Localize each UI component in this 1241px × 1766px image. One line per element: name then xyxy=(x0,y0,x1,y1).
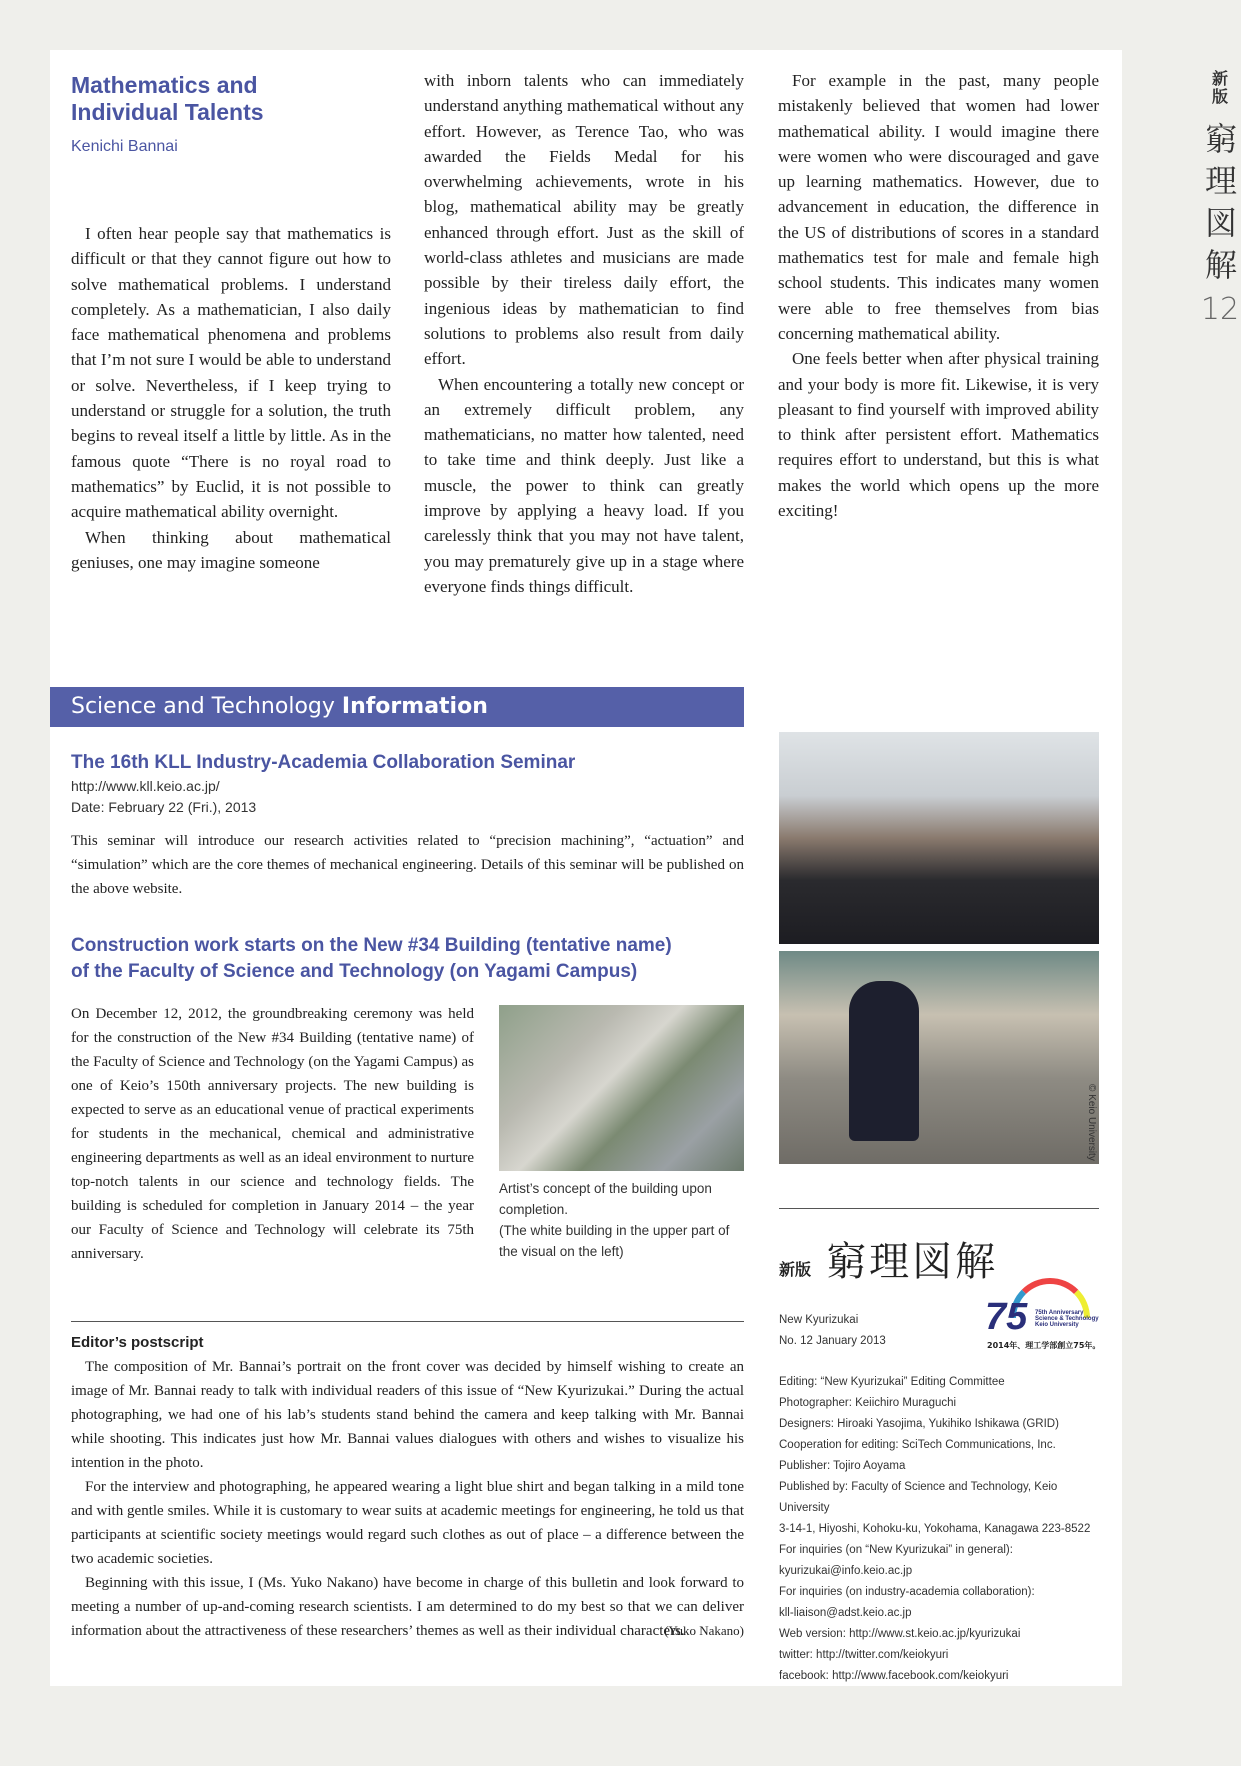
side-edition xyxy=(1205,70,1235,106)
colophon-line: Publisher: Tojiro Aoyama xyxy=(779,1460,906,1472)
title-char: 解 xyxy=(1205,246,1238,284)
issue-number: No. 12 January 2013 xyxy=(779,1335,886,1347)
postscript-paragraph: Beginning with this issue, I (Ms. Yuko Nakano) have become in charge of this bulletin and look forward to meeting a number of up-and-coming research scientists. I am determined to do my best so that we can deliver information about the attractiveness of these researchers’ themes as well as their individual characters. xyxy=(71,1575,744,1639)
editors-postscript xyxy=(71,1331,744,1643)
edition-label: 新版 xyxy=(779,1260,812,1279)
colophon-title: 窮理図解 xyxy=(826,1239,999,1285)
postscript-signature: (Yuko Nakano) xyxy=(664,1623,744,1638)
seminar-body: This seminar will introduce our research activities related to “precision machining”, “actuation” and “simulation” which are the core themes of mechanical engineering. Details of this seminar will be published on the above website. xyxy=(71,833,744,897)
logo-caption: 2014年、理工学部創立75年。 xyxy=(987,1341,1101,1350)
ceremony-photo-audience xyxy=(779,732,1099,944)
colophon-line: For inquiries (on “New Kyurizukai” in general): xyxy=(779,1544,1013,1556)
person-figure xyxy=(849,981,919,1141)
paragraph: When encountering a totally new concept or an extremely difficult problem, any mathematicians, no matter how talented, need to take time and think deeply. Just like a muscle, the power to think can greatly improve by applying a heavy load. If you carelessly think that you may not have talent, you may prematurely give up in a stage where everyone finds things difficult. xyxy=(424,374,744,596)
section-header xyxy=(50,687,744,727)
colophon-line[interactable]: kll-liaison@adst.keio.ac.jp xyxy=(779,1607,912,1619)
logo-number: 75 xyxy=(985,1296,1028,1338)
publication-name: New Kyurizukai xyxy=(779,1314,859,1326)
construction-title-2: of the Faculty of Science and Technology (on Yagami Campus) xyxy=(71,961,638,982)
image-caption xyxy=(499,1178,744,1262)
divider xyxy=(779,1208,1099,1209)
paragraph: For example in the past, many people mistakenly believed that women had lower mathematical ability. I would imagine there were women who were discouraged and gave up learning mathematics. However, due to advancement in education, the difference in the US of distributions of scores in a standard mathematics test for male and female high school students. This indicates many women were able to free themselves from bias concerning mathematical ability. xyxy=(778,71,1099,343)
caption-line: Artist’s concept of the building upon completion. xyxy=(499,1181,712,1217)
colophon-line: Published by: Faculty of Science and Technology, Keio University xyxy=(779,1481,1058,1514)
side-title xyxy=(1205,118,1238,286)
divider xyxy=(71,1321,744,1322)
seminar-date: Date: February 22 (Fri.), 2013 xyxy=(71,799,257,815)
logo-text: 75th Anniversary Science & Technology Keio University xyxy=(1035,1310,1099,1328)
ceremony-photo-groundbreaking xyxy=(779,951,1099,1164)
postscript-heading: Editor’s postscript xyxy=(71,1334,204,1351)
colophon-line[interactable]: twitter: http://twitter.com/keiokyuri xyxy=(779,1649,949,1661)
issue-info xyxy=(779,1310,886,1352)
colophon-logo xyxy=(779,1230,998,1287)
colophon-line: 3-14-1, Hiyoshi, Kohoku-ku, Yokohama, Kanagawa 223-8522 xyxy=(779,1523,1091,1535)
section-title-bold: Information xyxy=(341,694,488,719)
colophon-line: Photographer: Keiichiro Muraguchi xyxy=(779,1397,957,1409)
caption-line: (The white building in the upper part of the visual on the left) xyxy=(499,1223,730,1259)
colophon-line: Designers: Hiroaki Yasojima, Yukihiko Ishikawa (GRID) xyxy=(779,1418,1059,1430)
colophon-line: Cooperation for editing: SciTech Communications, Inc. xyxy=(779,1439,1056,1451)
seminar-url[interactable]: http://www.kll.keio.ac.jp/ xyxy=(71,778,220,794)
article-header xyxy=(71,72,391,156)
construction-item xyxy=(71,933,744,985)
construction-body: On December 12, 2012, the groundbreaking ceremony was held for the construction of the New #34 Building (tentative name) of the Faculty of Science and Technology (on the Yagami Campus) as one of Keio’s 150th anniversary projects. The new building is expected to serve as an educational venue of practical experiments for students in the mechanical, chemical and administrative engineering departments as well as an ideal environment to nurture top-notch talents in our science and technology fields. The building is scheduled for completion in January 2014 – the year our Faculty of Science and Technology will celebrate its 75th anniversary. xyxy=(71,1006,474,1262)
aerial-building-image xyxy=(499,1005,744,1171)
anniversary-logo xyxy=(985,1278,1100,1350)
page xyxy=(50,50,1122,1686)
seminar-title: The 16th KLL Industry-Academia Collaboration Seminar xyxy=(71,752,576,773)
colophon-line: For inquiries (on industry-academia collaboration): xyxy=(779,1586,1035,1598)
page-number: 12 xyxy=(1200,292,1240,327)
construction-title: Construction work starts on the New #34 Building (tentative name) xyxy=(71,935,672,956)
paragraph: One feels better when after physical training and your body is more fit. Likewise, it is very pleasant to find yourself with improved ability to think after persistent effort. Mathematics requires effort to understand, but this is what makes the world which opens up the more exciting! xyxy=(778,349,1099,521)
colophon-line[interactable]: Web version: http://www.st.keio.ac.jp/kyurizukai xyxy=(779,1628,1021,1640)
article-column-2 xyxy=(424,68,744,599)
colophon-line[interactable]: kyurizukai@info.keio.ac.jp xyxy=(779,1565,913,1577)
colophon-line[interactable]: facebook: http://www.facebook.com/keiokyuri xyxy=(779,1670,1009,1682)
seminar-item xyxy=(71,750,744,901)
article-author: Kenichi Bannai xyxy=(71,138,178,155)
title-char: 理 xyxy=(1205,162,1238,200)
title-char: 窮 xyxy=(1205,120,1238,158)
title-char: 図 xyxy=(1205,204,1238,242)
article-title: Mathematics and Individual Talents xyxy=(71,72,264,125)
postscript-paragraph: The composition of Mr. Bannai’s portrait on the front cover was decided by himself wishing to create an image of Mr. Bannai ready to talk with individual readers of this issue of “New Kyurizukai.” During the actual photographing, we had one of his lab’s students stand behind the camera and keep talking with Mr. Bannai while shooting. This indicates just how Mr. Bannai values dialogues with others and wishes to visualize his intention in the photo. xyxy=(71,1359,744,1471)
colophon-line: Editing: “New Kyurizukai” Editing Committee xyxy=(779,1376,1005,1388)
paragraph: with inborn talents who can immediately understand anything mathematical without any effort. However, as Terence Tao, who was awarded the Fields Medal for his overwhelming achievements, wrote in his blog, mathematical ability may be greatly enhanced through effort. Just as the skill of world-class athletes and musicians are made possible by their tireless daily effort, the ingenious ideas by mathematician to find solutions to problems also result from daily effort. xyxy=(424,71,744,369)
paragraph: When thinking about mathematical geniuses, one may imagine someone xyxy=(71,527,391,572)
postscript-paragraph: For the interview and photographing, he appeared wearing a light blue shirt and began talking in a mild tone and with gentle smiles. While it is customary to wear suits at academic meetings for engineering, he told us that participants at scientific society meetings would regard such clothes as out of place – a difference between the two academic societies. xyxy=(71,1479,744,1567)
section-title: Science and Technology xyxy=(71,694,342,719)
edition-label: 新版 xyxy=(1211,69,1228,106)
colophon-credits xyxy=(779,1372,1109,1687)
article-column-3 xyxy=(778,68,1099,523)
article-column-1 xyxy=(71,221,391,575)
photo-credit: © Keio University xyxy=(1086,1084,1097,1161)
paragraph: I often hear people say that mathematics is difficult or that they cannot figure out how to solve mathematical problems. I understand completely. As a mathematician, I also daily face mathematical phenomena and problems that I’m not sure I would be able to understand or solve. Nevertheless, if I keep trying to understand or struggle for a solution, the truth begins to reveal itself a little by little. As in the famous quote “There is no royal road to mathematics” by Euclid, it is not possible to acquire mathematical ability overnight. xyxy=(71,224,391,522)
